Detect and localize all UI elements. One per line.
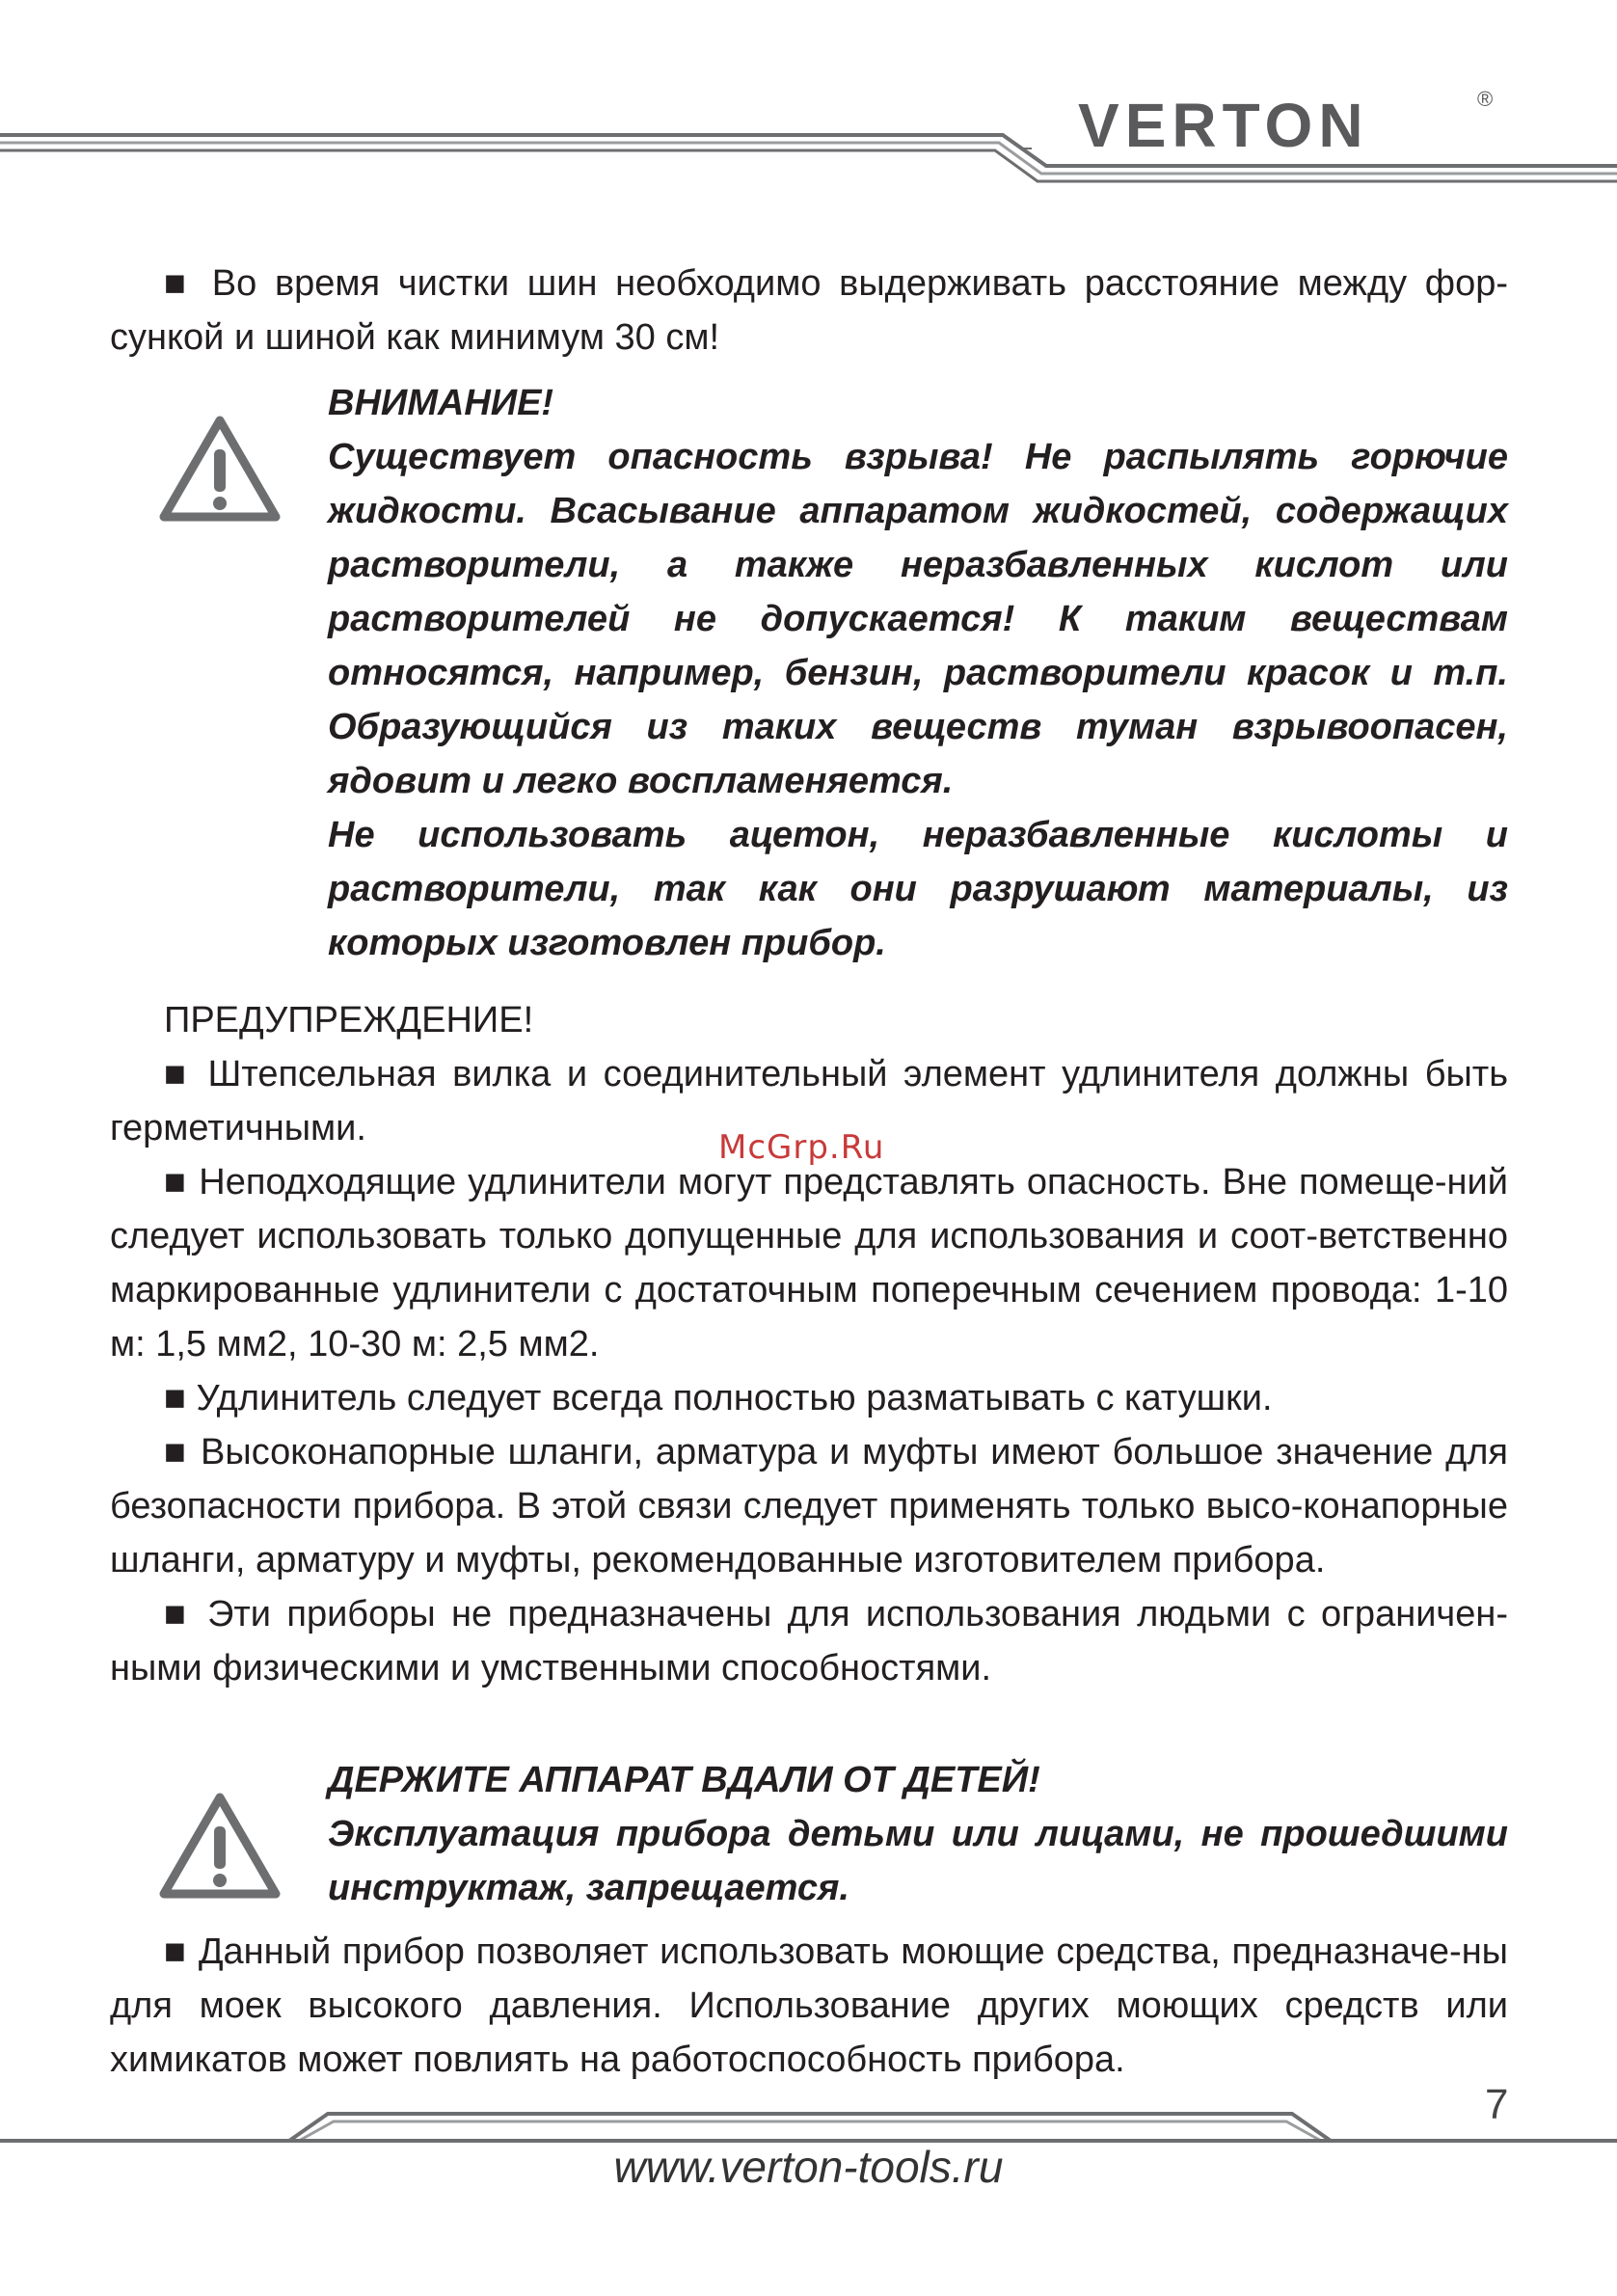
- warning-children-block: [328, 1753, 1508, 1915]
- website-link[interactable]: www.verton-tools.ru: [613, 2142, 1004, 2192]
- paragraph-extension-cords: ■ Неподходящие удлинители могут представлять опасность. Вне помеще-ний следует использовать только допущенные для использования и соот-ветственно маркированные удлинители с достаточным поперечным сечением провода: 1-10 м: 1,5 мм2, 10-30 м: 2,5 мм2.: [110, 1162, 1508, 1364]
- paragraph-plug: ■ Штепсельная вилка и соединительный элемент удлинителя должны быть герметичными.: [110, 1054, 1508, 1148]
- watermark: McGrp.Ru: [718, 1128, 885, 1167]
- warning-acetone-text: Не использовать ацетон, неразбавленные кислоты и растворители, так как они разрушают материалы, из которых изготовлен прибор.: [328, 815, 1508, 963]
- header-decoration: [0, 0, 1617, 193]
- warning-triangle-icon: [158, 1790, 282, 1902]
- intro-section: [110, 257, 1508, 365]
- warning-children-title: ДЕРЖИТЕ АППАРАТ ВДАЛИ ОТ ДЕТЕЙ!: [328, 1760, 1040, 1800]
- detergent-section: [110, 1925, 1508, 2087]
- warning-explosion-block: [328, 376, 1508, 970]
- paragraph-hoses: ■ Высоконапорные шланги, арматура и муфты имеют большое значение для безопасности прибора. В этой связи следует применять только высо-конапорные шланги, арматуру и муфты, рекомендованные изготовителем прибора.: [110, 1432, 1508, 1580]
- paragraph-limited-abilities: ■ Эти приборы не предназначены для использования людьми с ограничен-ными физическими и умственными способностями.: [110, 1594, 1508, 1688]
- registered-mark: ®: [1477, 87, 1494, 111]
- brand-logo: VERTON: [1078, 91, 1369, 160]
- section-heading: ПРЕДУПРЕЖДЕНИЕ!: [164, 1000, 534, 1040]
- caution-section: [110, 993, 1508, 1695]
- warning-children-text: Эксплуатация прибора детьми или лицами, не прошедшими инструктаж, запрещается.: [328, 1814, 1508, 1908]
- page-number: 7: [1485, 2081, 1509, 2128]
- warning-triangle-icon: [158, 413, 282, 525]
- paragraph-detergents: ■ Данный прибор позволяет использовать моющие средства, предназначе-ны для моек высокого давления. Использование других моющих средств или химикатов может повлиять на работоспособность прибора.: [110, 1931, 1508, 2080]
- warning-explosion-text: Существует опасность взрыва! Не распылять горючие жидкости. Всасывание аппаратом жидкостей, содержащих растворители, а также неразбавленных кислот или растворителей не допускается! К таким веществам относятся, например, бензин, растворители красок и т.п. Образующийся из таких веществ туман взрывоопасен, ядовит и легко воспламеняется.: [328, 437, 1508, 801]
- paragraph-tire-cleaning: ■ Во время чистки шин необходимо выдерживать расстояние между фор-сункой и шиной как минимум 30 см!: [110, 263, 1508, 358]
- paragraph-unwind: ■ Удлинитель следует всегда полностью разматывать с катушки.: [164, 1378, 1273, 1418]
- warning-title: ВНИМАНИЕ!: [328, 383, 554, 423]
